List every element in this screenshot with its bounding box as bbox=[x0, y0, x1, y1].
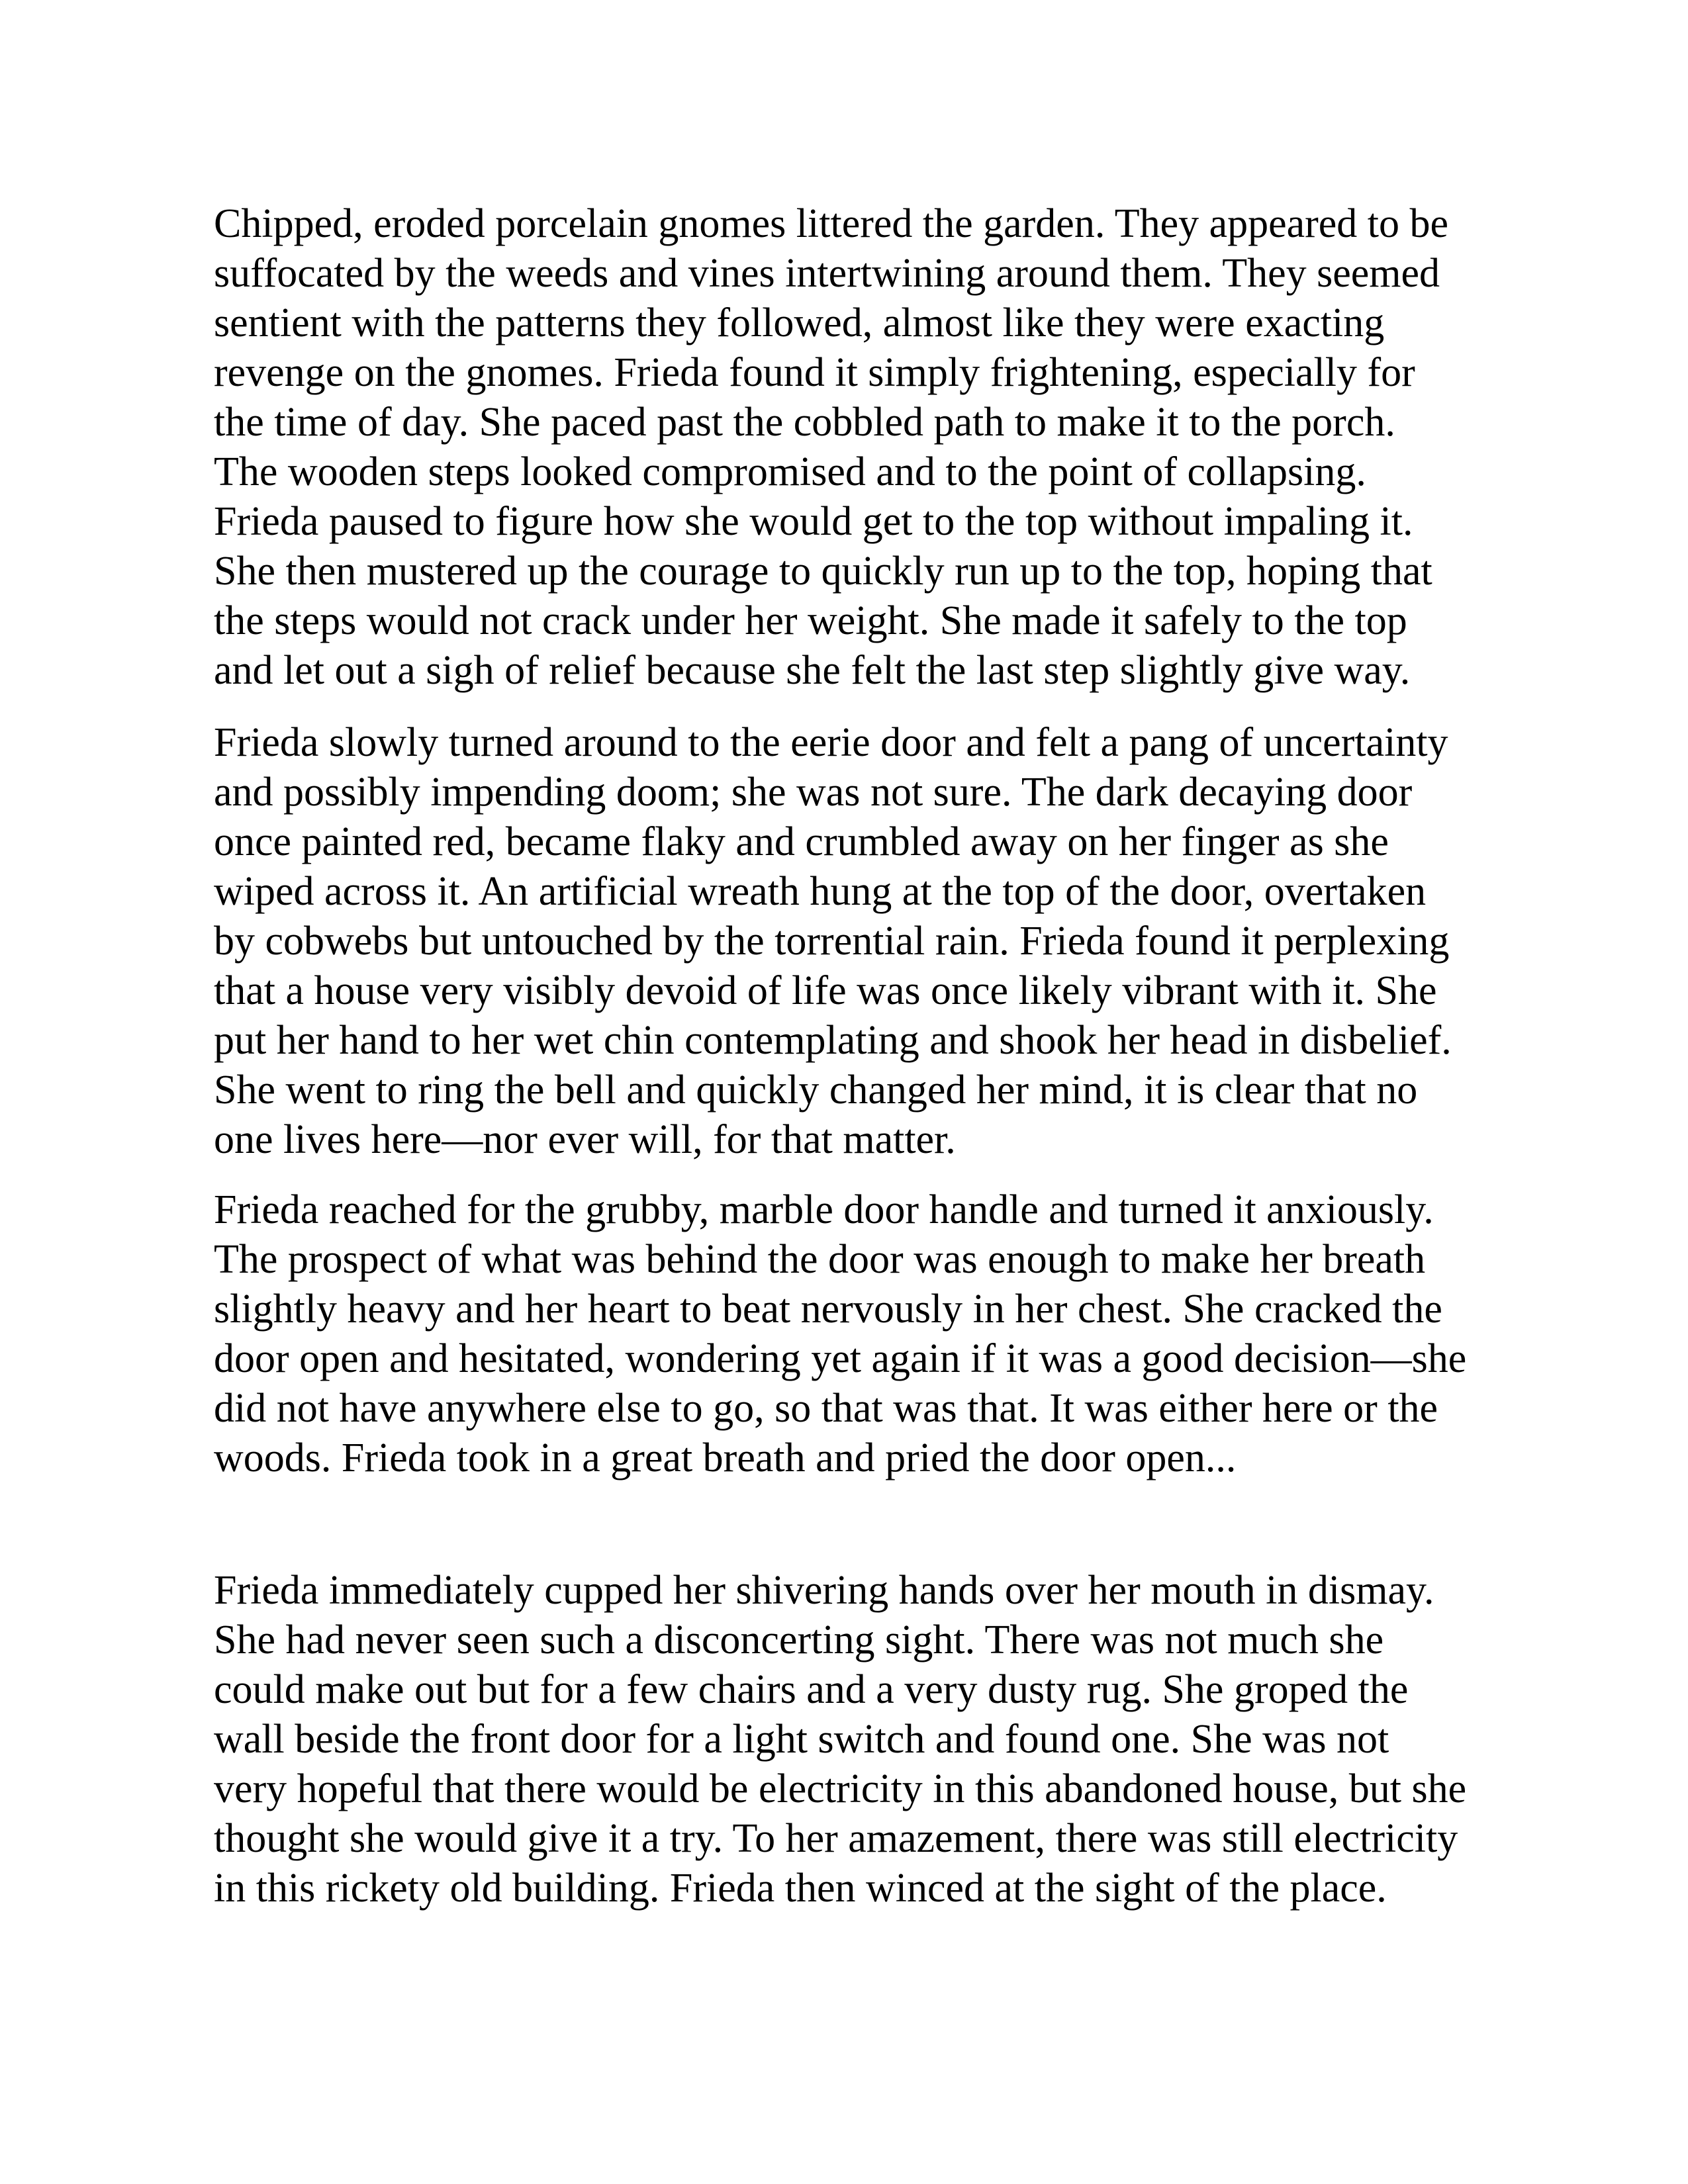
text-line: thought she would give it a try. To her amazement, there was still electricity bbox=[214, 1816, 1458, 1861]
text-line: The wooden steps looked compromised and to the point of collapsing. bbox=[214, 449, 1366, 494]
text-line: She had never seen such a disconcerting sight. There was not much she bbox=[214, 1617, 1384, 1662]
text-line: She went to ring the bell and quickly changed her mind, it is clear that no bbox=[214, 1068, 1418, 1113]
text-line: slightly heavy and her heart to beat nervously in her chest. She cracked the bbox=[214, 1287, 1442, 1332]
text-line: She then mustered up the courage to quickly run up to the top, hoping that bbox=[214, 549, 1432, 594]
text-line: very hopeful that there would be electricity in this abandoned house, but she bbox=[214, 1766, 1467, 1811]
text-line: could make out but for a few chairs and a very dusty rug. She groped the bbox=[214, 1667, 1409, 1712]
text-line: The prospect of what was behind the door was enough to make her breath bbox=[214, 1237, 1426, 1282]
text-line: once painted red, became flaky and crumbled away on her finger as she bbox=[214, 819, 1389, 864]
text-line: wiped across it. An artificial wreath hung at the top of the door, overtaken bbox=[214, 869, 1427, 914]
text-line: Frieda paused to figure how she would get to the top without impaling it. bbox=[214, 499, 1413, 544]
text-line: Frieda reached for the grubby, marble door handle and turned it anxiously. bbox=[214, 1187, 1434, 1232]
text-line: revenge on the gnomes. Frieda found it simply frightening, especially for bbox=[214, 350, 1415, 395]
paragraph-door-handle bbox=[214, 1185, 1538, 1483]
paragraph-garden-porch bbox=[214, 199, 1538, 696]
text-line: door open and hesitated, wondering yet again if it was a good decision—she bbox=[214, 1336, 1467, 1381]
text-line: and possibly impending doom; she was not sure. The dark decaying door bbox=[214, 770, 1413, 815]
text-line: that a house very visibly devoid of life was once likely vibrant with it. She bbox=[214, 968, 1437, 1013]
text-line: the time of day. She paced past the cobbled path to make it to the porch. bbox=[214, 400, 1395, 445]
text-line: and let out a sigh of relief because she felt the last step slightly give way. bbox=[214, 648, 1411, 693]
text-line: one lives here—nor ever will, for that matter. bbox=[214, 1117, 956, 1162]
text-line: the steps would not crack under her weight. She made it safely to the top bbox=[214, 598, 1407, 643]
text-line: woods. Frieda took in a great breath and pried the door open... bbox=[214, 1435, 1237, 1480]
text-line: by cobwebs but untouched by the torrential rain. Frieda found it perplexing bbox=[214, 919, 1450, 964]
text-line: in this rickety old building. Frieda then winced at the sight of the place. bbox=[214, 1866, 1387, 1911]
text-line: put her hand to her wet chin contemplating and shook her head in disbelief. bbox=[214, 1018, 1452, 1063]
text-line: Chipped, eroded porcelain gnomes littered the garden. They appeared to be bbox=[214, 201, 1449, 246]
text-line: suffocated by the weeds and vines intertwining around them. They seemed bbox=[214, 251, 1440, 296]
text-line: wall beside the front door for a light switch and found one. She was not bbox=[214, 1717, 1389, 1762]
paragraph-eerie-door bbox=[214, 718, 1538, 1165]
text-line: did not have anywhere else to go, so that was that. It was either here or the bbox=[214, 1386, 1438, 1431]
text-line: Frieda immediately cupped her shivering hands over her mouth in dismay. bbox=[214, 1568, 1434, 1613]
paragraph-inside-house bbox=[214, 1566, 1538, 1913]
text-line: Frieda slowly turned around to the eerie door and felt a pang of uncertainty bbox=[214, 720, 1448, 765]
text-line: sentient with the patterns they followed, almost like they were exacting bbox=[214, 300, 1385, 345]
